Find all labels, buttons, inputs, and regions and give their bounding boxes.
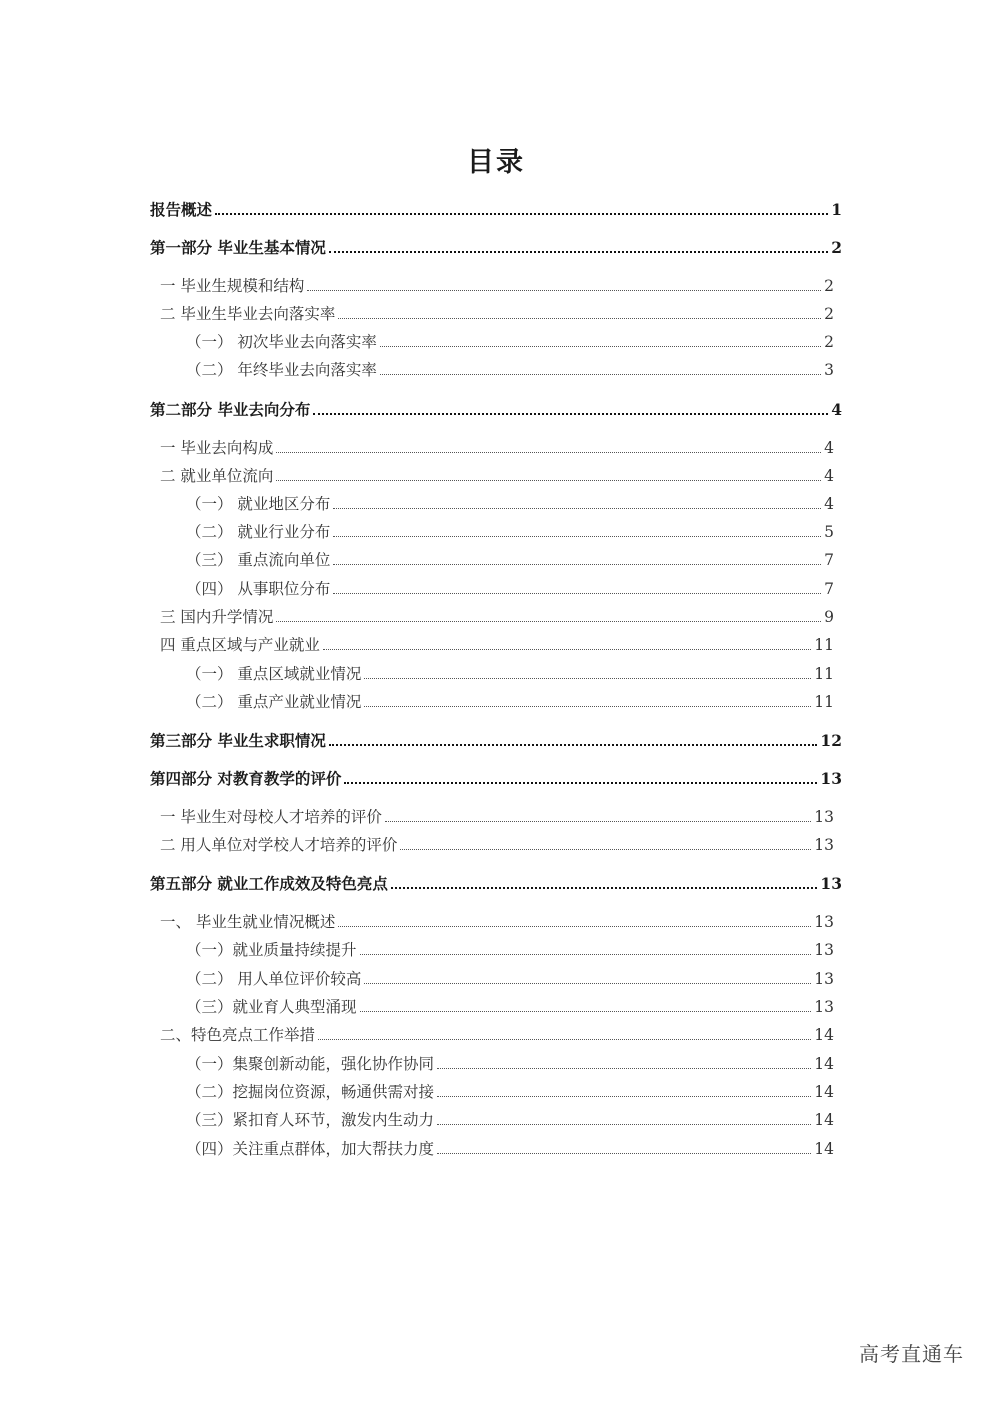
toc-section-entry[interactable] bbox=[150, 765, 842, 789]
toc-leader-dots bbox=[333, 564, 821, 565]
toc-page-number: 1 bbox=[831, 200, 842, 219]
toc-leader-dots bbox=[333, 508, 821, 509]
toc-page-number: 14 bbox=[814, 1055, 834, 1073]
toc-page-number: 14 bbox=[814, 1140, 834, 1158]
toc-section-entry[interactable] bbox=[150, 727, 842, 751]
toc-entry-label: 二 就业单位流向 bbox=[160, 467, 274, 485]
toc-entry[interactable] bbox=[186, 328, 834, 352]
toc-leader-dots bbox=[215, 213, 828, 215]
toc-page-number: 13 bbox=[820, 874, 842, 893]
toc-entry-label: （四）关注重点群体，加大帮扶力度 bbox=[186, 1140, 435, 1158]
toc-leader-dots bbox=[364, 983, 811, 984]
toc-leader-dots bbox=[329, 251, 828, 253]
toc-entry-label: 第一部分 毕业生基本情况 bbox=[150, 238, 326, 257]
toc-page-number: 13 bbox=[814, 970, 834, 988]
toc-page-number: 13 bbox=[814, 941, 834, 959]
toc-page-number: 5 bbox=[824, 523, 834, 541]
toc-entry-label: 一 毕业生对母校人才培养的评价 bbox=[160, 808, 382, 826]
toc-entry-label: 一、 毕业生就业情况概述 bbox=[160, 913, 336, 931]
page-title: 目录 bbox=[467, 147, 525, 178]
toc-entry-label: （三）紧扣育人环节，激发内生动力 bbox=[186, 1111, 435, 1129]
toc-entry-label: （二） 重点产业就业情况 bbox=[186, 693, 362, 711]
toc-entry[interactable] bbox=[160, 1021, 834, 1045]
toc-entry[interactable] bbox=[160, 462, 834, 486]
toc-leader-dots bbox=[385, 821, 811, 822]
toc-entry[interactable] bbox=[186, 688, 834, 712]
toc-section-entry[interactable] bbox=[150, 396, 842, 420]
toc-leader-dots bbox=[276, 452, 821, 453]
toc-entry-label: 二、特色亮点工作举措 bbox=[160, 1026, 316, 1044]
toc-entry[interactable] bbox=[186, 1078, 834, 1102]
toc-leader-dots bbox=[318, 1039, 811, 1040]
toc-entry[interactable] bbox=[186, 518, 834, 542]
toc-entry[interactable] bbox=[160, 803, 834, 827]
toc-section-entry[interactable] bbox=[150, 234, 842, 258]
toc-leader-dots bbox=[323, 649, 811, 650]
toc-page-number: 2 bbox=[824, 277, 834, 295]
toc-entry[interactable] bbox=[186, 936, 834, 960]
toc-leader-dots bbox=[333, 536, 821, 537]
toc-leader-dots bbox=[333, 593, 821, 594]
toc-entry[interactable] bbox=[186, 356, 834, 380]
toc-entry[interactable] bbox=[160, 631, 834, 655]
toc-page-number: 9 bbox=[824, 608, 834, 626]
toc-leader-dots bbox=[313, 413, 828, 415]
toc-leader-dots bbox=[338, 318, 821, 319]
toc-entry[interactable] bbox=[160, 300, 834, 324]
toc-page-number: 11 bbox=[814, 693, 834, 711]
toc-entry-label: 四 重点区域与产业就业 bbox=[160, 636, 320, 654]
toc-leader-dots bbox=[437, 1124, 811, 1125]
toc-leader-dots bbox=[364, 678, 811, 679]
toc-leader-dots bbox=[307, 290, 821, 291]
toc-page-number: 2 bbox=[824, 333, 834, 351]
toc-leader-dots bbox=[276, 621, 821, 622]
toc-entry[interactable] bbox=[186, 546, 834, 570]
toc-page-number: 3 bbox=[824, 361, 834, 379]
toc-entry[interactable] bbox=[186, 490, 834, 514]
toc-entry-label: （二）挖掘岗位资源，畅通供需对接 bbox=[186, 1083, 435, 1101]
toc-entry-label: （一） 重点区域就业情况 bbox=[186, 665, 362, 683]
toc-entry[interactable] bbox=[186, 965, 834, 989]
toc-page-number: 11 bbox=[814, 665, 834, 683]
toc-entry-label: （二） 用人单位评价较高 bbox=[186, 970, 362, 988]
toc-entry[interactable] bbox=[186, 575, 834, 599]
toc-entry-label: （四） 从事职位分布 bbox=[186, 580, 331, 598]
toc-section-entry[interactable] bbox=[150, 870, 842, 894]
toc-page-number: 4 bbox=[824, 439, 834, 457]
toc-entry-label: 第三部分 毕业生求职情况 bbox=[150, 731, 326, 750]
toc-page-number: 14 bbox=[814, 1026, 834, 1044]
watermark-text: 高考直通车 bbox=[859, 1342, 964, 1366]
toc-leader-dots bbox=[437, 1068, 811, 1069]
toc-entry[interactable] bbox=[160, 434, 834, 458]
toc-page-number: 4 bbox=[824, 495, 834, 513]
toc-page-number: 14 bbox=[814, 1083, 834, 1101]
toc-entry-label: （一）就业质量持续提升 bbox=[186, 941, 357, 959]
toc-page-number: 11 bbox=[814, 636, 834, 654]
toc-page-number: 13 bbox=[814, 913, 834, 931]
toc-page-number: 13 bbox=[814, 836, 834, 854]
toc-leader-dots bbox=[276, 480, 821, 481]
toc-leader-dots bbox=[364, 706, 811, 707]
toc-entry[interactable] bbox=[186, 1106, 834, 1130]
toc-entry-label: 二 用人单位对学校人才培养的评价 bbox=[160, 836, 398, 854]
toc-entry-label: （三） 重点流向单位 bbox=[186, 551, 331, 569]
toc-entry[interactable] bbox=[160, 908, 834, 932]
toc-leader-dots bbox=[360, 1011, 812, 1012]
toc-leader-dots bbox=[380, 346, 821, 347]
toc-entry-label: 一 毕业生规模和结构 bbox=[160, 277, 305, 295]
toc-page-number: 2 bbox=[824, 305, 834, 323]
toc-entry[interactable] bbox=[160, 272, 834, 296]
toc-entry-label: （二） 就业行业分布 bbox=[186, 523, 331, 541]
toc-entry[interactable] bbox=[186, 660, 834, 684]
toc-entry[interactable] bbox=[160, 831, 834, 855]
toc-entry-label: 报告概述 bbox=[150, 200, 213, 219]
toc-entry-label: （一） 就业地区分布 bbox=[186, 495, 331, 513]
toc-page-number: 13 bbox=[814, 808, 834, 826]
toc-entry-label: （二） 年终毕业去向落实率 bbox=[186, 361, 377, 379]
toc-page-number: 4 bbox=[831, 400, 842, 419]
toc-leader-dots bbox=[437, 1096, 811, 1097]
toc-entry-label: 第四部分 对教育教学的评价 bbox=[150, 769, 342, 788]
toc-page-number: 13 bbox=[814, 998, 834, 1016]
toc-entry-label: （一）集聚创新动能，强化协作协同 bbox=[186, 1055, 435, 1073]
toc-page-number: 14 bbox=[814, 1111, 834, 1129]
toc-leader-dots bbox=[360, 954, 812, 955]
toc-page-number: 7 bbox=[824, 580, 834, 598]
toc-leader-dots bbox=[329, 744, 818, 746]
toc-leader-dots bbox=[338, 926, 811, 927]
toc-entry-label: 第五部分 就业工作成效及特色亮点 bbox=[150, 874, 388, 893]
toc-leader-dots bbox=[380, 374, 821, 375]
toc-page-number: 7 bbox=[824, 551, 834, 569]
toc-leader-dots bbox=[344, 782, 817, 784]
toc-entry-label: 三 国内升学情况 bbox=[160, 608, 274, 626]
toc-entry[interactable] bbox=[186, 1050, 834, 1074]
toc-page-number: 12 bbox=[820, 731, 842, 750]
toc-entry-label: （一） 初次毕业去向落实率 bbox=[186, 333, 377, 351]
toc-entry[interactable] bbox=[186, 1135, 834, 1159]
toc-entry[interactable] bbox=[160, 603, 834, 627]
toc-page-number: 4 bbox=[824, 467, 834, 485]
toc-page-number: 13 bbox=[820, 769, 842, 788]
toc-entry-label: （三）就业育人典型涌现 bbox=[186, 998, 357, 1016]
toc-page-number: 2 bbox=[831, 238, 842, 257]
toc-entry-label: 二 毕业生毕业去向落实率 bbox=[160, 305, 336, 323]
toc-leader-dots bbox=[400, 849, 811, 850]
toc-entry-label: 第二部分 毕业去向分布 bbox=[150, 400, 311, 419]
toc-leader-dots bbox=[391, 887, 818, 889]
toc-entry-label: 一 毕业去向构成 bbox=[160, 439, 274, 457]
toc-entry[interactable] bbox=[186, 993, 834, 1017]
toc-leader-dots bbox=[437, 1153, 811, 1154]
toc-section-entry[interactable] bbox=[150, 196, 842, 220]
